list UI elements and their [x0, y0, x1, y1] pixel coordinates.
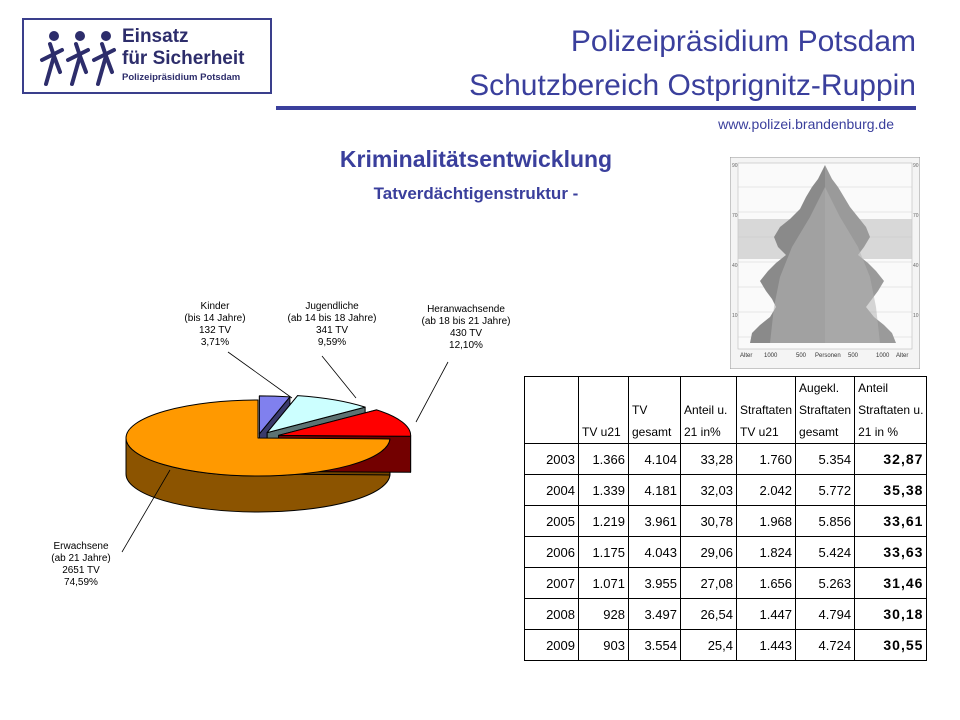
table-year-cell: 2006	[525, 537, 579, 568]
table-row	[525, 475, 927, 506]
pyramid-left-label: Alter	[740, 353, 753, 359]
svg-text:10: 10	[913, 313, 919, 319]
table-year-cell: 2005	[525, 506, 579, 537]
table-header-line	[684, 377, 733, 399]
pie-cut-kinder-1	[259, 397, 290, 470]
svg-text:90: 90	[732, 163, 738, 169]
table-header-line	[528, 377, 575, 399]
pie-label-line: Erwachsene	[53, 541, 109, 552]
page-subtitle: Tatverdächtigenstruktur -	[373, 184, 579, 203]
table-cell: 31,46	[855, 568, 927, 599]
table-cell: 25,4	[681, 630, 737, 661]
pie-label-line: 12,10%	[449, 340, 483, 351]
pie-cut-heranwachsende-0	[279, 410, 377, 471]
table-header-line: Augekl.	[799, 381, 840, 395]
table-cell: 1.366	[579, 444, 629, 475]
table-cell: 4.794	[796, 599, 855, 630]
logo	[22, 18, 272, 94]
table-header-line: Straftaten	[799, 403, 852, 417]
table-cell: 4.104	[629, 444, 681, 475]
logo-text-line1: Einsatz	[122, 26, 189, 47]
table-row	[525, 537, 927, 568]
logo-figures-icon	[32, 26, 124, 88]
logo-text-line3: Polizeipräsidium Potsdam	[122, 72, 241, 83]
header-title-line2: Schutzbereich Ostprignitz-Ruppin	[469, 69, 916, 102]
table-header-line: Anteil	[858, 381, 889, 395]
table-cell: 2.042	[737, 475, 796, 506]
table-year-cell: 2009	[525, 630, 579, 661]
table-cell: 1.968	[737, 506, 796, 537]
pie-label-line: 341 TV	[315, 325, 349, 336]
table-cell: 5.772	[796, 475, 855, 506]
table-cell: 1.219	[579, 506, 629, 537]
table-cell: 5.856	[796, 506, 855, 537]
pie-label-heranwachsende	[408, 304, 524, 352]
table-header-cell	[796, 377, 855, 444]
table-row	[525, 630, 927, 661]
pie-label-line: 3,71%	[200, 337, 230, 348]
table-header-cell	[737, 377, 796, 444]
table-header-line	[528, 421, 575, 443]
table-row	[525, 599, 927, 630]
table-cell: 1.447	[737, 599, 796, 630]
pyramid-center-label: Personen	[815, 353, 841, 359]
table-year-cell: 2003	[525, 444, 579, 475]
table-header-line: 21 in%	[684, 425, 721, 439]
pie-slice-erwachsene	[126, 400, 390, 476]
pie-label-line: (bis 14 Jahre)	[184, 313, 246, 324]
table-header-cell	[681, 377, 737, 444]
table-cell: 3.497	[629, 599, 681, 630]
table-header-line	[582, 399, 625, 421]
table-cell: 35,38	[855, 475, 927, 506]
table-cell: 1.443	[737, 630, 796, 661]
pie-label-jugendliche	[272, 301, 392, 349]
header-title-line1: Polizeipräsidium Potsdam	[570, 25, 916, 58]
table-cell: 1.824	[737, 537, 796, 568]
table-cell: 27,08	[681, 568, 737, 599]
pyramid-right-label: Alter	[896, 353, 909, 359]
table-year-cell: 2008	[525, 599, 579, 630]
logo-text-line2: für Sicherheit	[122, 48, 245, 69]
table-cell: 5.263	[796, 568, 855, 599]
pie-leader-line-kinder	[228, 352, 292, 398]
table-header-cell	[579, 377, 629, 444]
svg-text:40: 40	[913, 263, 919, 269]
table-cell: 33,28	[681, 444, 737, 475]
header-url: www.polizei.brandenburg.de	[718, 116, 894, 132]
table-header-line	[528, 399, 575, 421]
svg-text:70: 70	[732, 213, 738, 219]
pyramid-axis-right-1000: 1000	[876, 353, 890, 359]
table-cell: 30,55	[855, 630, 927, 661]
table-header-line: TV u21	[740, 425, 779, 439]
table-header-cell	[525, 377, 579, 444]
pie-label-line: 132 TV	[198, 325, 232, 336]
table-cell: 1.175	[579, 537, 629, 568]
table-row	[525, 568, 927, 599]
pyramid-axis-left-500: 500	[796, 353, 807, 359]
table-header-line	[632, 377, 677, 399]
table-header-line	[740, 377, 792, 399]
table-cell: 3.955	[629, 568, 681, 599]
pie-slice-heranwachsende	[279, 410, 411, 436]
table-cell: 3.554	[629, 630, 681, 661]
table-cell: 29,06	[681, 537, 737, 568]
table-cell: 33,63	[855, 537, 927, 568]
table-cell: 1.071	[579, 568, 629, 599]
table-header-row	[525, 377, 927, 444]
pie-cut-jugendliche-1	[267, 407, 365, 468]
table-header-cell	[855, 377, 927, 444]
table-cell: 26,54	[681, 599, 737, 630]
table-header-cell	[629, 377, 681, 444]
pie-cut-heranwachsende-1	[279, 435, 411, 472]
pie-label-line: (ab 21 Jahre)	[51, 553, 111, 564]
table-cell: 3.961	[629, 506, 681, 537]
table-header-line: gesamt	[799, 425, 839, 439]
svg-text:90: 90	[913, 163, 919, 169]
statistics-table	[524, 376, 927, 661]
pie-label-line: 430 TV	[449, 328, 483, 339]
table-row	[525, 506, 927, 537]
table-year-cell: 2004	[525, 475, 579, 506]
header-divider	[276, 106, 916, 110]
table-cell: 5.424	[796, 537, 855, 568]
table-header-line: TV u21	[582, 425, 621, 439]
table-cell: 4.181	[629, 475, 681, 506]
table-cell: 5.354	[796, 444, 855, 475]
table-cell: 33,61	[855, 506, 927, 537]
table-cell: 1.760	[737, 444, 796, 475]
population-pyramid-image	[730, 157, 920, 369]
svg-text:40: 40	[732, 263, 738, 269]
table-header-line: Straftaten u.	[858, 403, 924, 417]
pie-cut-jugendliche-0	[267, 396, 298, 469]
table-cell: 32,03	[681, 475, 737, 506]
pie-label-kinder	[160, 301, 270, 349]
table-cell: 928	[579, 599, 629, 630]
table-cell: 1.656	[737, 568, 796, 599]
table-header-line: Straftaten	[740, 403, 793, 417]
table-header-line: Anteil u.	[684, 403, 728, 417]
table-cell: 1.339	[579, 475, 629, 506]
table-cell: 32,87	[855, 444, 927, 475]
pie-label-line: 74,59%	[64, 577, 98, 588]
pie-label-line: (ab 14 bis 18 Jahre)	[287, 313, 377, 324]
pyramid-axis-right-500: 500	[848, 353, 859, 359]
pie-wall-erwachsene	[126, 438, 390, 512]
pie-label-line: Heranwachsende	[427, 304, 505, 315]
table-header-line: gesamt	[632, 425, 672, 439]
page-title: Kriminalitätsentwicklung	[339, 146, 613, 172]
table-cell: 4.043	[629, 537, 681, 568]
table-cell: 30,78	[681, 506, 737, 537]
pie-label-line: Jugendliche	[305, 301, 359, 312]
pie-label-erwachsene	[32, 541, 130, 589]
table-row	[525, 444, 927, 475]
svg-text:70: 70	[913, 213, 919, 219]
table-header-line: TV	[632, 403, 648, 417]
pie-label-line: (ab 18 bis 21 Jahre)	[421, 316, 511, 327]
pie-leader-line-jugendliche	[322, 356, 356, 398]
pie-label-line: 2651 TV	[62, 565, 100, 576]
table-cell: 903	[579, 630, 629, 661]
pie-slice-kinder	[259, 396, 290, 434]
table-year-cell: 2007	[525, 568, 579, 599]
pie-leader-line-heranwachsende	[416, 362, 448, 422]
pie-slice-jugendliche	[267, 396, 365, 433]
table-header-line	[582, 377, 625, 399]
pie-cut-erwachsene-0	[258, 438, 390, 475]
svg-text:10: 10	[732, 313, 738, 319]
table-cell: 4.724	[796, 630, 855, 661]
table-cell: 30,18	[855, 599, 927, 630]
pie-leader-line-erwachsene	[122, 470, 170, 552]
pyramid-axis-left-1000: 1000	[764, 353, 778, 359]
table-header-line: 21 in %	[858, 425, 899, 439]
pie-label-line: Kinder	[200, 301, 230, 312]
pie-label-line: 9,59%	[317, 337, 347, 348]
